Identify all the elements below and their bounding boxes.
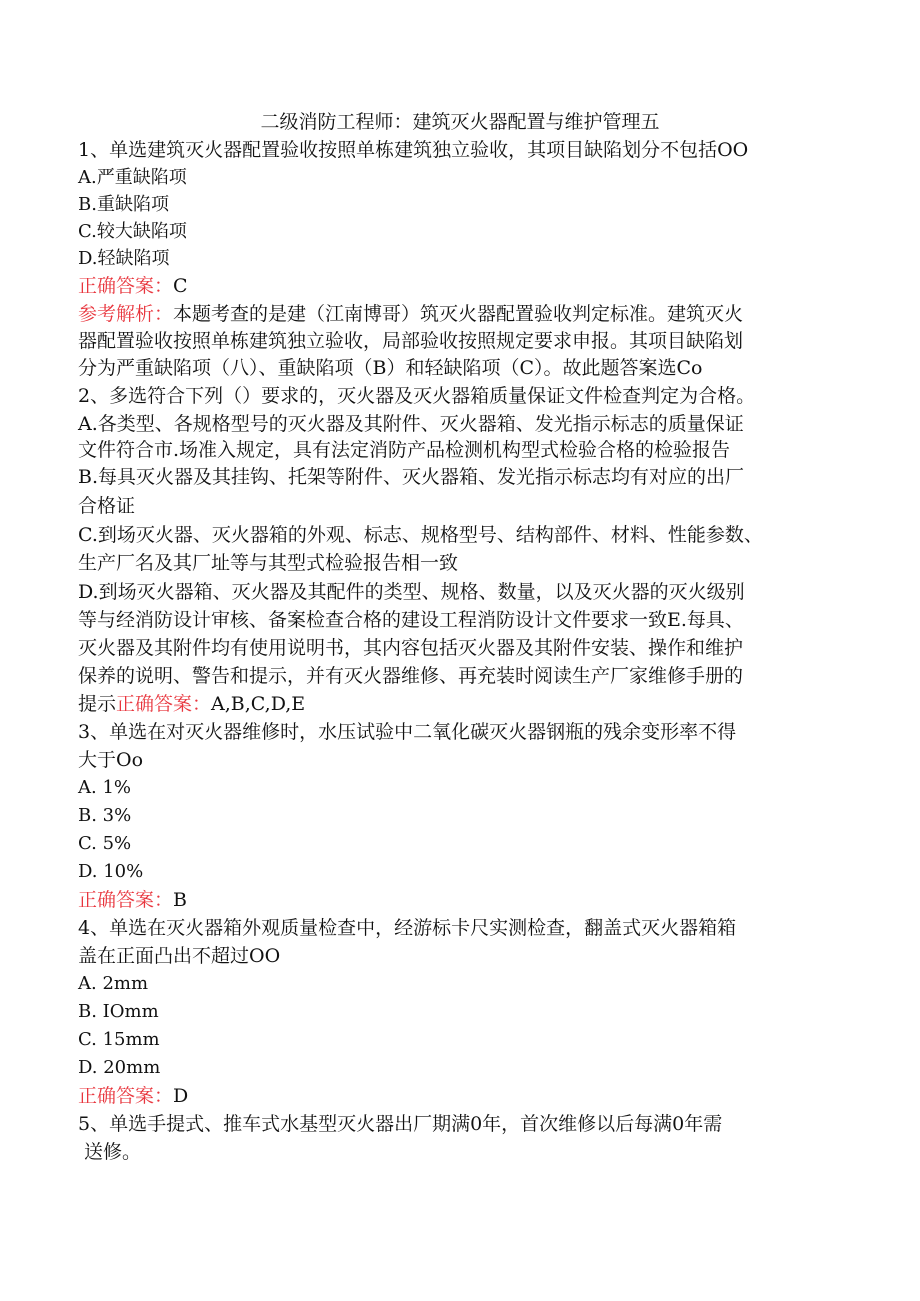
q1-stem: 1、单选建筑灭火器配置验收按照单栋建筑独立验收，其项目缺陷划分不包括OO bbox=[78, 139, 749, 161]
analysis-label: 参考解析： bbox=[78, 303, 174, 325]
answer-value: C bbox=[173, 275, 188, 297]
answer-label: 正确答案： bbox=[78, 275, 174, 297]
analysis-text: 本题考查的是建（江南博哥）筑灭火器配置验收判定标准。建筑灭火 bbox=[173, 303, 744, 325]
q2-line-3: B.每具灭火器及其挂钩、托架等附件、灭火器箱、发光指示标志均有对应的出厂 bbox=[78, 466, 745, 488]
q1-option-d: D.轻缺陷项 bbox=[78, 248, 170, 269]
answer-value: D bbox=[173, 1085, 189, 1107]
q2-line-8: 等与经消防设计审核、备案检查合格的建设工程消防设计文件要求一致E.每具、 bbox=[78, 609, 744, 631]
q2-line-4: 合格证 bbox=[78, 495, 136, 517]
page-title: 二级消防工程师：建筑灭火器配置与维护管理五 bbox=[260, 111, 660, 133]
q2-line-10: 保养的说明、警告和提示，并有灭火器维修、再充装时阅读生产厂家维修手册的 bbox=[78, 665, 744, 687]
q3-option-d: D. 10% bbox=[78, 861, 144, 882]
q2-stem: 2、多选符合下列（）要求的，灭火器及灭火器箱质量保证文件检查判定为合格。 bbox=[78, 385, 756, 407]
q2-last-line-text: 提示 bbox=[78, 693, 117, 715]
q4-answer bbox=[78, 1082, 188, 1110]
answer-label: 正确答案： bbox=[78, 889, 174, 911]
q5-stem-line-2: 送修。 bbox=[78, 1141, 142, 1163]
answer-value: B bbox=[173, 889, 187, 911]
q3-option-c: C. 5% bbox=[78, 833, 132, 854]
answer-label: 正确答案： bbox=[116, 693, 212, 715]
q4-option-b: B. IOmm bbox=[78, 1001, 159, 1022]
q1-option-c: C.较大缺陷项 bbox=[78, 221, 187, 242]
q2-line-6: 生产厂名及其厂址等与其型式检验报告相一致 bbox=[78, 552, 459, 574]
q4-option-c: C. 15mm bbox=[78, 1029, 160, 1050]
q4-option-a: A. 2mm bbox=[78, 973, 149, 994]
q3-stem-line-2: 大于Oo bbox=[78, 749, 144, 771]
q2-line-9: 灭火器及其附件均有使用说明书，其内容包括灭火器及其附件安装、操作和维护 bbox=[78, 637, 744, 659]
q2-line-2: 文件符合市.场准入规定，具有法定消防产品检测机构型式检验合格的检验报告 bbox=[78, 439, 731, 461]
q2-line-5: C.到场灭火器、灭火器箱的外观、标志、规格型号、结构部件、材料、性能参数、 bbox=[78, 524, 763, 546]
q3-answer bbox=[78, 886, 187, 914]
q2-line-7: D.到场灭火器箱、灭火器及其配件的类型、规格、数量，以及灭火器的灭火级别 bbox=[78, 581, 745, 603]
q3-stem-line-1: 3、单选在对灭火器维修时，水压试验中二氧化碳灭火器钢瓶的残余变形率不得 bbox=[78, 721, 737, 743]
answer-value: A,B,C,D,E bbox=[211, 693, 306, 715]
q1-analysis-line-3: 分为严重缺陷项（八）、重缺陷项（B）和轻缺陷项（C）。故此题答案选Co bbox=[78, 357, 703, 379]
q1-analysis-line-1 bbox=[78, 300, 743, 328]
q1-answer bbox=[78, 272, 188, 300]
q4-option-d: D. 20mm bbox=[78, 1057, 161, 1078]
q5-stem-line-1: 5、单选手提式、推车式水基型灭火器出厂期满0年，首次维修以后每满0年需 bbox=[78, 1113, 723, 1135]
answer-label: 正确答案： bbox=[78, 1085, 174, 1107]
q1-analysis-line-2: 器配置验收按照单栋建筑独立验收，局部验收按照规定要求申报。其项目缺陷划 bbox=[78, 330, 744, 352]
q1-option-a: A.严重缺陷项 bbox=[78, 167, 187, 188]
q4-stem-line-2: 盖在正面凸出不超过OO bbox=[78, 945, 281, 967]
q4-stem-line-1: 4、单选在灭火器箱外观质量检查中，经游标卡尺实测检查，翻盖式灭火器箱箱 bbox=[78, 917, 737, 939]
q3-option-b: B. 3% bbox=[78, 805, 132, 826]
q2-answer-line bbox=[78, 690, 305, 718]
q2-line-1: A.各类型、各规格型号的灭火器及其附件、灭火器箱、发光指示标志的质量保证 bbox=[78, 413, 744, 435]
q3-option-a: A. 1% bbox=[78, 777, 131, 798]
q1-option-b: B.重缺陷项 bbox=[78, 194, 169, 215]
